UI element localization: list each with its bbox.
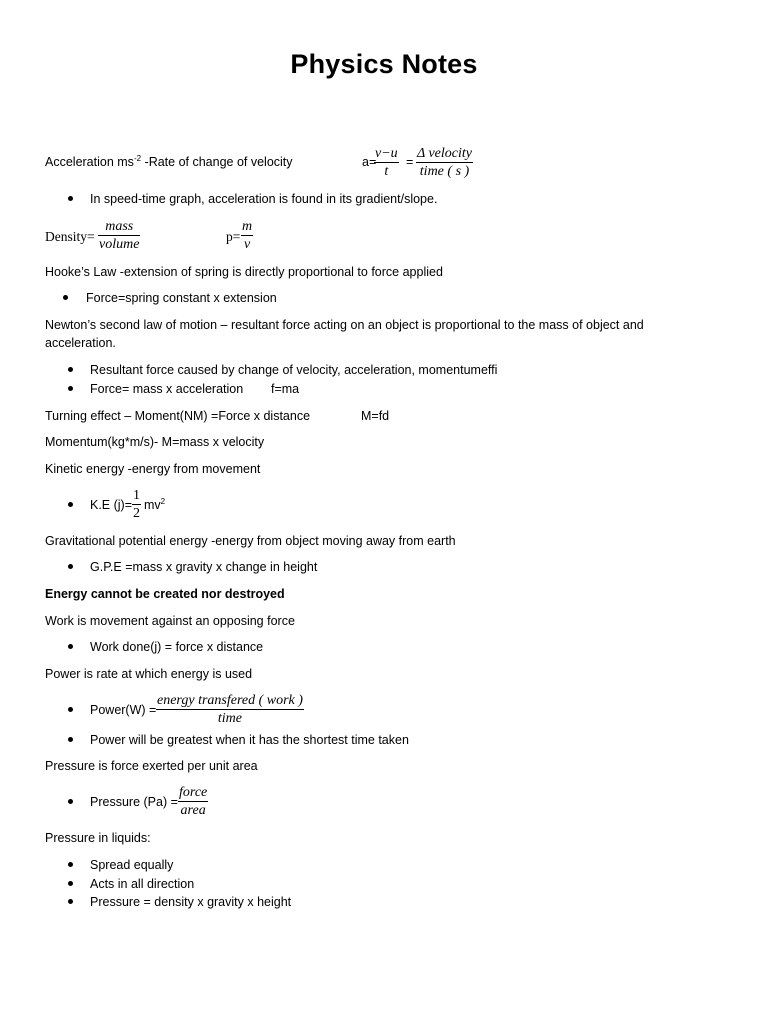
ke-exponent: 2: [160, 496, 166, 506]
bullet-icon: [68, 862, 73, 867]
newton-formula: f=ma: [271, 382, 300, 396]
rho-prefix: p=: [226, 229, 241, 244]
hooke-law: Hooke’s Law -extension of spring is directly proportional to force applied: [45, 265, 443, 279]
kinetic-energy-heading: Kinetic energy -energy from movement: [45, 462, 261, 476]
newton-second-law: Newton’s second law of motion – resultant force acting on an object is proportional to the mass of object and: [45, 318, 644, 332]
fraction-denominator: v: [241, 235, 253, 253]
bullet-icon: [68, 502, 73, 507]
ke-mv: mv: [144, 498, 161, 512]
fraction-numerator: Δ velocity: [417, 146, 472, 161]
fraction-denominator: 2: [133, 506, 140, 521]
acceleration-definition: [45, 155, 293, 169]
newton-second-law-cont: acceleration.: [45, 336, 116, 350]
hooke-bullet: Force=spring constant x extension: [86, 291, 277, 305]
pressure-fraction: [178, 784, 208, 819]
fraction-numerator: mass: [105, 219, 134, 234]
momentum-definition: Momentum(kg*m/s)- M=mass x velocity: [45, 435, 265, 449]
power-bullet-2: Power will be greatest when it has the shortest time taken: [90, 733, 409, 747]
liquids-bullet-1: Spread equally: [90, 858, 174, 872]
liquids-bullet-3: Pressure = density x gravity x height: [90, 895, 292, 909]
bullet-icon: [68, 799, 73, 804]
fraction-denominator: t: [374, 162, 399, 180]
bullet-icon: [68, 737, 73, 742]
power-fraction: [156, 692, 304, 727]
work-bullet: Work done(j) = force x distance: [90, 640, 264, 654]
bullet-icon: [68, 644, 73, 649]
fraction-numerator: energy transfered ( work ): [157, 693, 303, 708]
energy-conservation: Energy cannot be created nor destroyed: [45, 587, 285, 601]
fraction-numerator: 1: [133, 488, 140, 503]
bullet-icon: [68, 564, 73, 569]
gpe-bullet: G.P.E =mass x gravity x change in height: [90, 560, 318, 574]
density-label: Density=: [45, 229, 95, 244]
acceleration-label: Acceleration ms: [45, 155, 134, 169]
ke-fraction: [132, 487, 141, 522]
fraction-numerator: force: [179, 785, 208, 800]
rho-fraction: [241, 218, 253, 253]
page-title: Physics Notes: [290, 49, 478, 79]
power-label: Power(W) =: [90, 703, 157, 717]
fraction-denominator: time ( s ): [416, 162, 473, 180]
acceleration-unit-exponent: -2: [133, 153, 142, 163]
acceleration-bullet: In speed-time graph, acceleration is found in its gradient/slope.: [90, 192, 438, 206]
pressure-label: Pressure (Pa) =: [90, 795, 178, 809]
acceleration-description: -Rate of change of velocity: [141, 155, 293, 169]
fraction-denominator: volume: [99, 237, 140, 252]
moment-definition: Turning effect – Moment(NM) =Force x distance: [45, 409, 311, 423]
acceleration-fraction-1: [374, 145, 399, 180]
liquids-bullet-2: Acts in all direction: [90, 877, 195, 891]
density-fraction: [98, 218, 140, 253]
fraction-denominator: area: [178, 801, 208, 819]
bullet-icon: [68, 881, 73, 886]
fraction-numerator: m: [242, 219, 253, 234]
power-heading: Power is rate at which energy is used: [45, 667, 253, 681]
bullet-icon: [68, 196, 73, 201]
bullet-icon: [68, 707, 73, 712]
liquids-heading: Pressure in liquids:: [45, 831, 151, 845]
fraction-numerator: v−u: [375, 146, 398, 161]
pressure-heading: Pressure is force exerted per unit area: [45, 759, 258, 773]
gpe-heading: Gravitational potential energy -energy from object moving away from earth: [45, 534, 456, 548]
bullet-icon: [68, 367, 73, 372]
bullet-icon: [68, 899, 73, 904]
bullet-icon: [63, 295, 68, 300]
newton-bullet-2: Force= mass x acceleration: [90, 382, 244, 396]
moment-formula: M=fd: [361, 409, 390, 423]
bullet-icon: [68, 386, 73, 391]
newton-bullet-1: Resultant force caused by change of velocity, acceleration, momentumeffi: [90, 363, 498, 377]
ke-label: K.E (j)=: [90, 498, 133, 512]
fraction-denominator: time: [156, 709, 304, 727]
acceleration-formula-prefix: a=: [362, 155, 377, 169]
acceleration-equals: =: [406, 155, 414, 169]
ke-formula-suffix: [144, 498, 165, 512]
acceleration-fraction-2: [416, 145, 473, 180]
work-definition: Work is movement against an opposing force: [45, 614, 295, 628]
